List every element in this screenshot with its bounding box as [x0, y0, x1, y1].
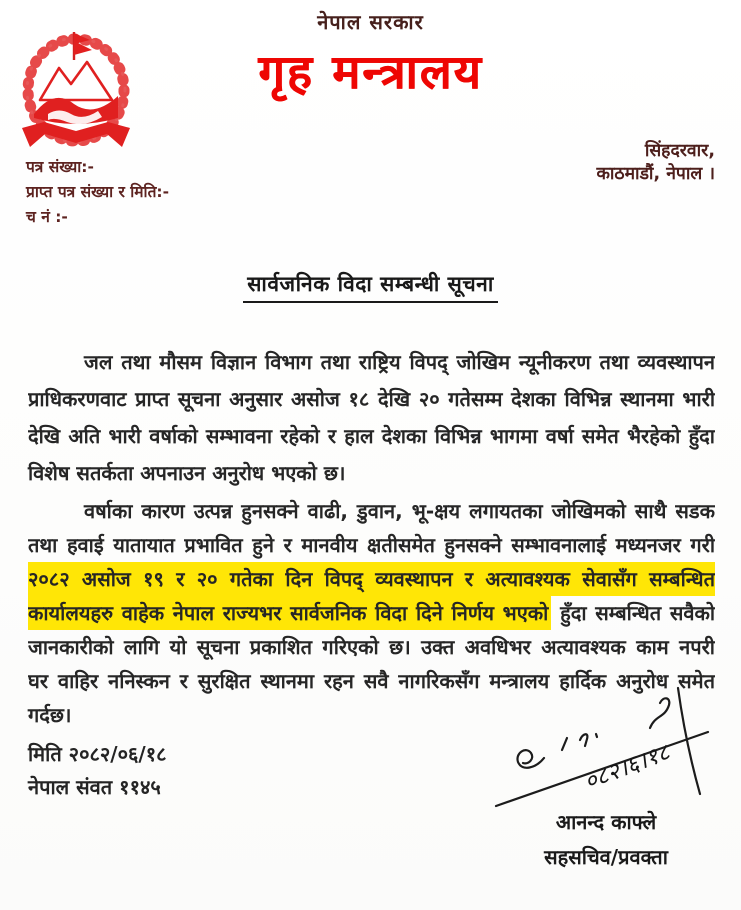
- date-block: [28, 738, 167, 804]
- notice-title-row: [0, 270, 741, 303]
- highlighted-line: २०८२ असोज १९ र २० गतेका दिन विपद् व्यवस्थापन र अत्यावश्यक सेवासँग सम्बन्धित: [28, 562, 715, 596]
- address-line-2: काठमाडौं, नेपाल ।: [596, 164, 715, 184]
- nepal-coat-of-arms-icon: [14, 26, 138, 158]
- paragraph1-line: विशेष सतर्कता अपनाउन अनुरोध भएको छ।: [28, 461, 346, 485]
- ministry-title: गृह मन्त्रालय: [258, 45, 483, 100]
- paragraph2-line: घर वाहिर ननिस्कन र सुरक्षित स्थानमा रहन सवै नागरिकसँग मन्त्रालय हार्दिक अनुरोध समेत: [28, 669, 715, 693]
- received-letter-label: प्राप्त पत्र संख्या र मिति:-: [26, 183, 170, 201]
- notice-title: सार्वजनिक विदा सम्बन्धी सूचना: [243, 270, 498, 303]
- signatory-designation: सहसचिव/प्रवक्ता: [544, 845, 668, 869]
- highlighted-segment: कार्यालयहरु वाहेक नेपाल राज्यभर सार्वजनिक विदा दिने निर्णय भएको: [28, 596, 551, 630]
- paragraph2-line: वर्षाका कारण उत्पन्न हुनसक्ने वाढी, डुवान, भू-क्षय लगायतका जोखिमको साथै सडक: [84, 499, 715, 523]
- paragraph1-line: प्राधिकरणवाट प्राप्त सूचना अनुसार असोज १८ देखि २० गतेसम्म देशका विभिन्न स्थानमा भारी: [28, 387, 715, 411]
- letter-number-label: पत्र संख्या:-: [26, 158, 94, 176]
- signatory-name: आनन्द काफ्ले: [555, 810, 657, 834]
- paragraph2-line: तथा हवाई यातायात प्रभावित हुने र मानवीय क्षतीसमेत हुनसक्ने सम्भावनालाई मध्यनजर गरी: [28, 533, 715, 557]
- address-line-1: सिंहदरवार,: [644, 141, 715, 161]
- paragraph2-line: गर्दछ।: [28, 703, 72, 727]
- paragraph1-line: जल तथा मौसम विज्ञान विभाग तथा राष्ट्रिय विपद् जोखिम न्यूनीकरण तथा व्यवस्थापन: [84, 350, 715, 374]
- partially-highlighted-line: [28, 596, 715, 630]
- signature-date-scribble: ०८२।६।१८: [580, 739, 674, 796]
- plain-segment: हुँदा सम्बन्धित सवैको: [560, 601, 715, 625]
- government-name: नेपाल सरकार: [317, 10, 424, 34]
- paragraph1-line: देखि अति भारी वर्षाको सम्भावना रहेको र हाल देशका विभिन्न भागमा वर्षा समेत भैरहेको हुँदा: [28, 424, 715, 448]
- paragraph-weather-warning: [28, 344, 715, 492]
- signature-block: [485, 684, 727, 870]
- office-address: [596, 140, 715, 186]
- paragraph2-line: जानकारीको लागि यो सूचना प्रकाशित गरिएको छ। उक्त अवधिभर अत्यावश्यक काम नपरी: [28, 635, 715, 659]
- date-nepal-sambat: नेपाल संवत ११४५: [28, 775, 161, 799]
- date-bikram-sambat: मिति २०८२/०६/१८: [28, 742, 167, 766]
- reference-block: [26, 155, 169, 230]
- handwritten-signature-icon: [492, 684, 720, 810]
- dispatch-number-label: च नं :-: [26, 208, 68, 226]
